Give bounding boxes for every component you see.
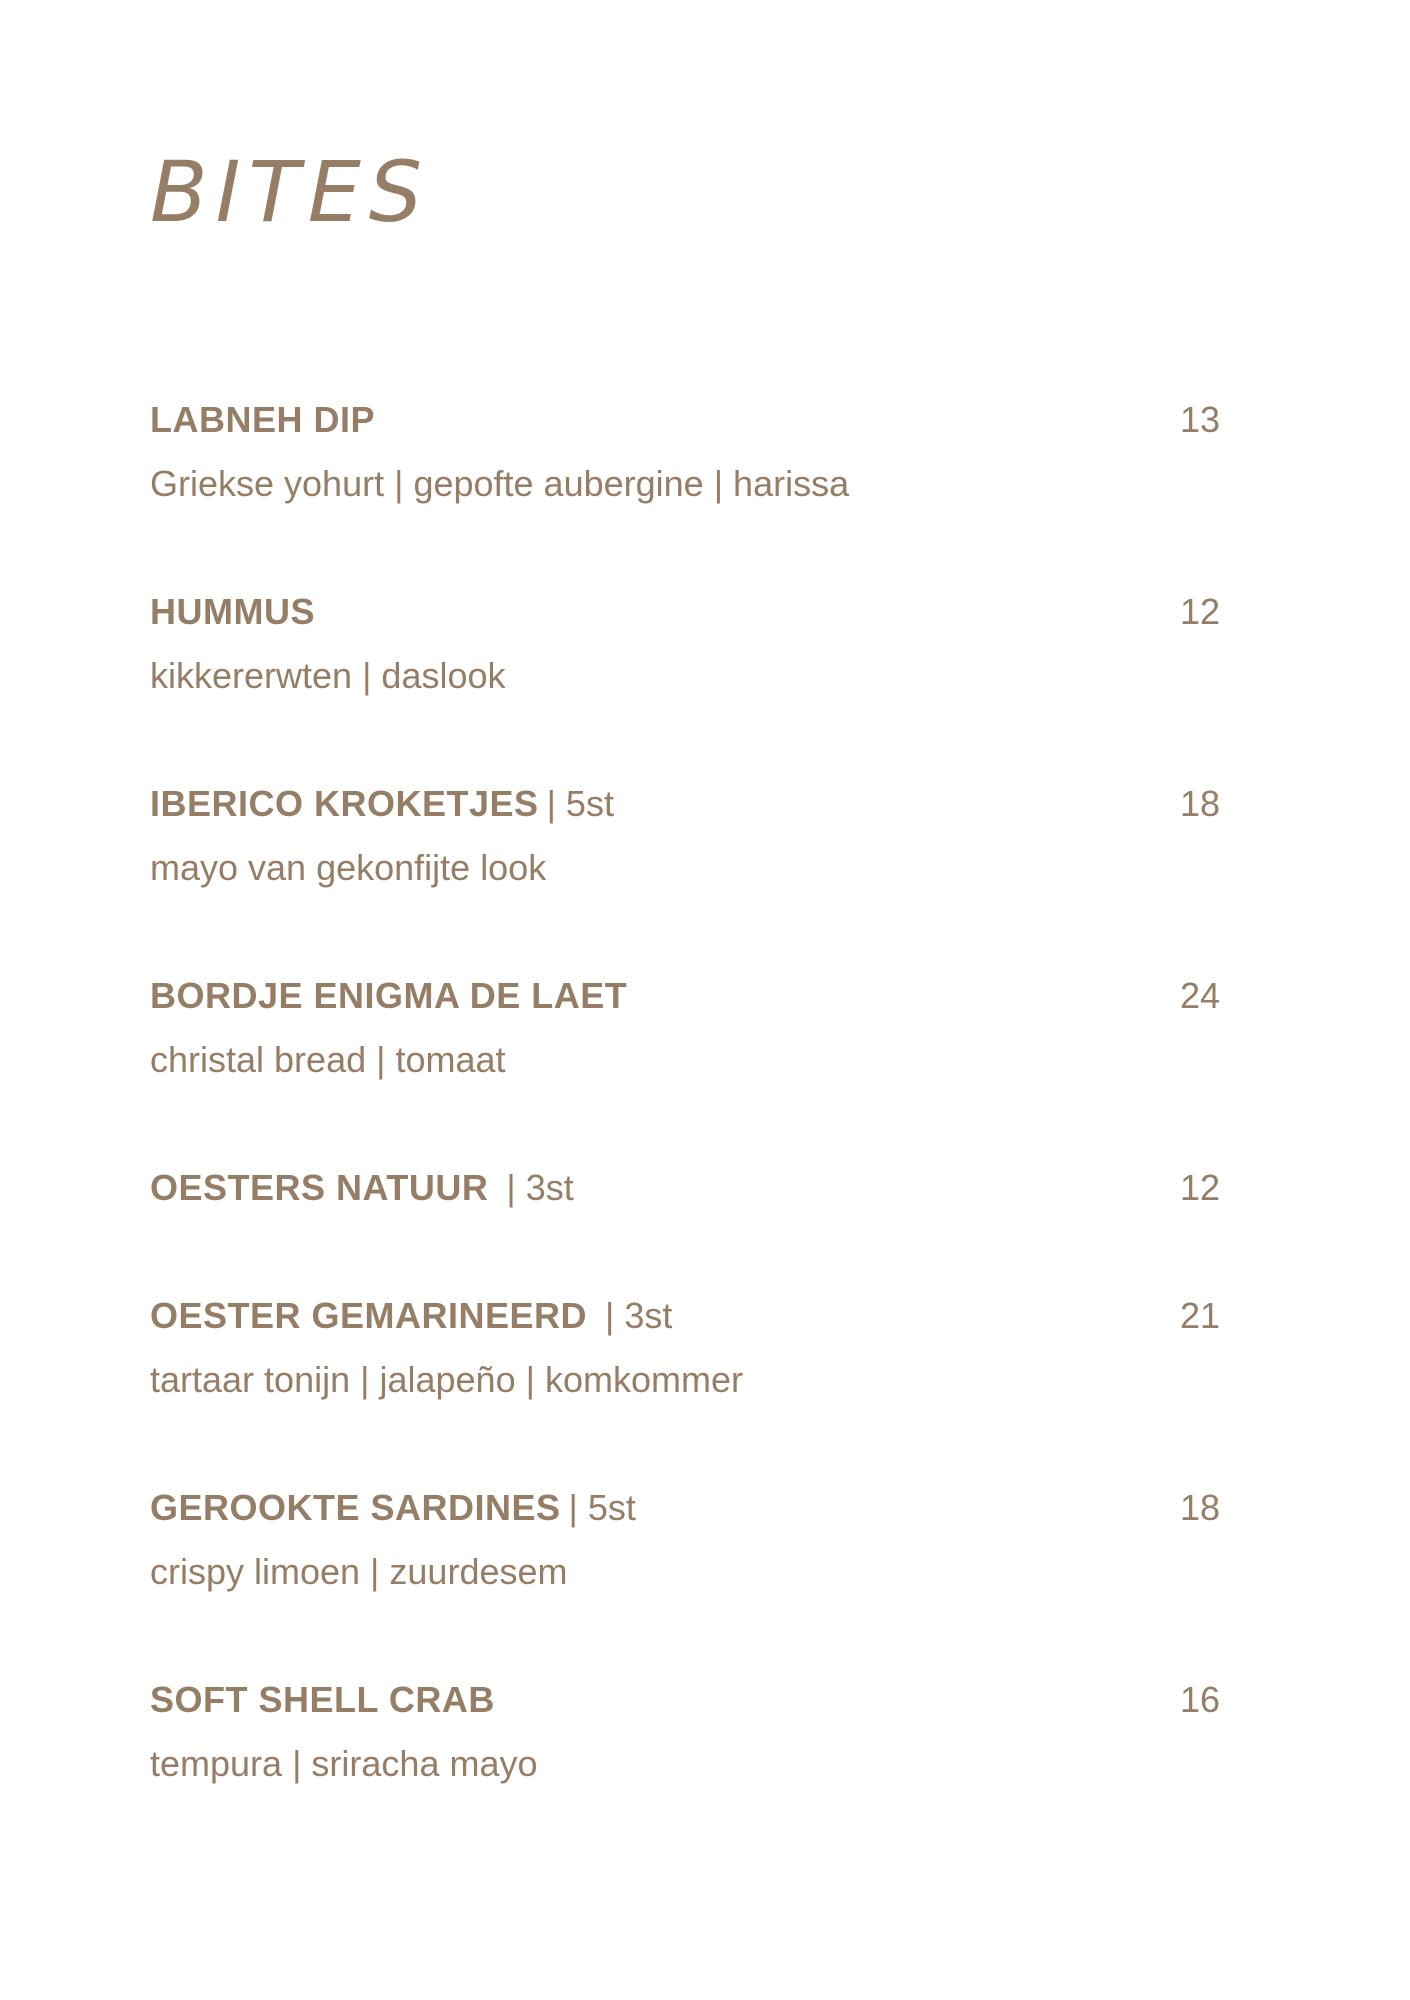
item-description: crispy limoen | zuurdesem <box>150 1551 568 1592</box>
item-description: Griekse yohurt | gepofte aubergine | harissa <box>150 463 850 504</box>
item-price: 24 <box>1180 975 1221 1016</box>
menu-item-oesters-natuur <box>150 1166 1230 1294</box>
item-header <box>150 782 1230 826</box>
item-header <box>150 974 1230 1018</box>
item-price: 16 <box>1180 1679 1221 1720</box>
item-name: SOFT SHELL CRAB <box>150 1679 495 1720</box>
item-header <box>150 1294 1230 1338</box>
item-quantity: | 5st <box>546 783 614 824</box>
item-price: 13 <box>1180 399 1221 440</box>
menu-item-iberico-kroketjes <box>150 782 1230 974</box>
menu-list <box>150 398 1230 1870</box>
item-price: 18 <box>1180 1487 1221 1528</box>
item-quantity: | 5st <box>568 1487 636 1528</box>
menu-item-soft-shell-crab <box>150 1678 1230 1870</box>
item-quantity: | 3st <box>595 1295 673 1336</box>
item-description: tempura | sriracha mayo <box>150 1743 538 1784</box>
item-description: tartaar tonijn | jalapeño | komkommer <box>150 1359 743 1400</box>
menu-item-labneh-dip <box>150 398 1230 590</box>
item-price: 18 <box>1180 783 1221 824</box>
menu-item-bordje-enigma-de-laet <box>150 974 1230 1166</box>
item-header <box>150 1486 1230 1530</box>
item-header <box>150 1166 1230 1210</box>
item-name: LABNEH DIP <box>150 399 376 440</box>
item-header <box>150 590 1230 634</box>
item-price: 21 <box>1180 1295 1221 1336</box>
item-description: mayo van gekonfijte look <box>150 847 547 888</box>
item-name: GEROOKTE SARDINES <box>150 1487 561 1528</box>
menu-item-hummus <box>150 590 1230 782</box>
item-name: HUMMUS <box>150 591 315 632</box>
item-quantity: | 3st <box>496 1167 574 1208</box>
item-description: christal bread | tomaat <box>150 1039 506 1080</box>
item-price: 12 <box>1180 1167 1221 1208</box>
item-name: IBERICO KROKETJES <box>150 783 539 824</box>
item-price: 12 <box>1180 591 1221 632</box>
item-name: OESTERS NATUUR <box>150 1167 489 1208</box>
item-name: BORDJE ENIGMA DE LAET <box>150 975 628 1016</box>
page-title: BITES <box>150 143 431 241</box>
item-header <box>150 398 1230 442</box>
menu-item-oester-gemarineerd <box>150 1294 1230 1486</box>
item-name: OESTER GEMARINEERD <box>150 1295 588 1336</box>
menu-item-gerookte-sardines <box>150 1486 1230 1678</box>
item-header <box>150 1678 1230 1722</box>
item-description: kikkererwten | daslook <box>150 655 506 696</box>
